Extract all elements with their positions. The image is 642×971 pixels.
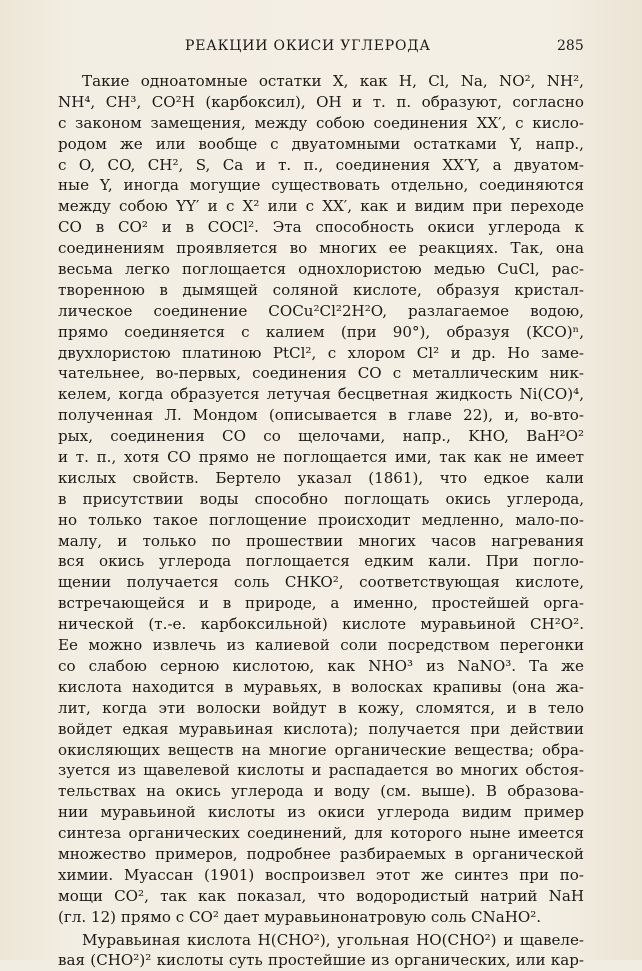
text-line: зуется из щавелевой кислоты и распадается во многих обстоя-: [58, 761, 584, 780]
text-line: вся окись углерода поглощается едким кали. При погло-: [58, 552, 584, 571]
text-line: Ее можно извлечь из калиевой соли посредством перегонки: [58, 636, 584, 655]
body-text: [58, 71, 584, 971]
text-line: мощи CO², так как показал, что водородистый натрий NaH: [58, 886, 584, 905]
text-line: тельствах на окись углерода и воду (см. выше). В образова-: [58, 782, 584, 801]
text-line: двухлористою платиною PtCl², с хлором Cl² и др. Но заме-: [58, 343, 584, 362]
text-line: Муравьиная кислота H(CHO²), угольная HO(CHO²) и щавеле-: [82, 930, 584, 949]
running-title: РЕАКЦИИ ОКИСИ УГЛЕРОДА: [185, 38, 431, 54]
text-line: родом же или вообще с двуатомными остатками Y, напр.,: [58, 134, 584, 153]
page-header: [0, 30, 642, 60]
text-line: нии муравьиной кислоты из окиси углерода видим пример: [58, 803, 584, 822]
text-line: и т. п., хотя CO прямо не поглощается ими, так как не имеет: [58, 448, 584, 467]
text-line: лическое соединение COCu²Cl²2H²O, разлагаемое водою,: [58, 301, 584, 320]
text-line: химии. Муассан (1901) воспроизвел этот же синтез при по-: [58, 865, 584, 884]
text-line: ные Y, иногда могущие существовать отдельно, соединяются: [58, 176, 584, 195]
text-line: но только такое поглощение происходит медленно, мало-по-: [58, 510, 584, 529]
paragraph-2: [58, 930, 584, 971]
text-line: прямо соединяется с калием (при 90°), образуя (KCO)ⁿ,: [58, 322, 584, 341]
text-line: соединениям проявляется во многих ее реакциях. Так, она: [58, 239, 584, 258]
text-line: кислых свойств. Бертело указал (1861), что едкое кали: [58, 468, 584, 487]
text-line: NH⁴, CH³, CO²H (карбоксил), OH и т. п. образуют, согласно: [58, 92, 584, 111]
text-line: множество примеров, подробнее разбираемых в органической: [58, 844, 584, 863]
text-line: рых, соединения CO со щелочами, напр., KHO, BaH²O²: [58, 427, 584, 446]
text-line: келем, когда образуется летучая бесцветная жидкость Ni(CO)⁴,: [58, 385, 584, 404]
paragraph-1: [58, 71, 584, 928]
text-line: кислота находится в муравьях, в волосках крапивы (она жа-: [58, 677, 584, 696]
text-line: щении получается соль CHKO², соответствующая кислоте,: [58, 573, 584, 592]
text-line: с законом замещения, между собою соединения XX′, с кисло-: [58, 113, 584, 132]
text-line: нической (т.-е. карбоксильной) кислоте муравьиной CH²O².: [58, 615, 584, 634]
text-line: полученная Л. Мондом (описывается в главе 22), и, во-вто-: [58, 406, 584, 425]
text-line: синтеза органических соединений, для которого ныне имеется: [58, 824, 584, 843]
text-line: окисляющих веществ на многие органические вещества; обра-: [58, 740, 584, 759]
text-line: вая (CHO²)² кислоты суть простейшие из органических, или кар-: [58, 951, 584, 970]
text-line: творенною в дымящей соляной кислоте, образуя кристал-: [58, 280, 584, 299]
page-number: 285: [557, 38, 584, 54]
text-line: малу, и только по прошествии многих часов нагревания: [58, 531, 584, 550]
text-line: с O, CO, CH², S, Ca и т. п., соединения XX′Y, а двуатом-: [58, 155, 584, 174]
text-line: между собою YY′ и с X² или с XX′, как и видим при переходе: [58, 197, 584, 216]
text-line: со слабою серною кислотою, как NHO³ из NaNO³. Та же: [58, 656, 584, 675]
text-line: CO в CO² и в COCl². Эта способность окиси углерода к: [58, 218, 584, 237]
text-line: весьма легко поглощается однохлористою медью CuCl, рас-: [58, 260, 584, 279]
text-line: Такие одноатомные остатки X, как H, Cl, Na, NO², NH²,: [82, 72, 584, 90]
text-line: в присутствии воды способно поглощать окись углерода,: [58, 489, 584, 508]
text-line: встречающейся и в природе, а именно, простейшей орга-: [58, 594, 584, 613]
text-line: лит, когда эти волоски войдут в кожу, сломятся, и в тело: [58, 698, 584, 717]
text-line: войдет едкая муравьиная кислота); получается при действии: [58, 719, 584, 738]
text-line: чательнее, во-первых, соединения CO с металлическим ник-: [58, 364, 584, 383]
text-line: (гл. 12) прямо с CO² дает муравьинонатровую соль CNaHO².: [58, 907, 542, 926]
